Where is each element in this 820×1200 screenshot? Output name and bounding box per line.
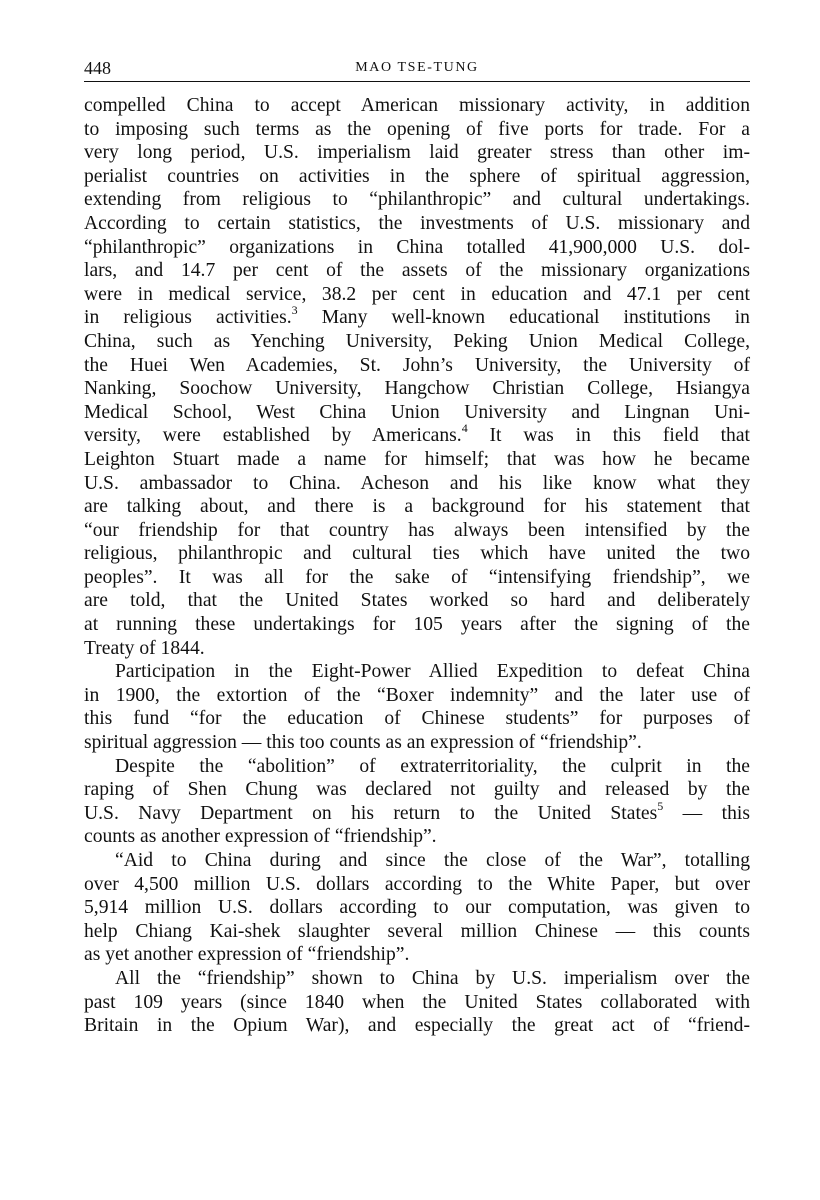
- text-segment: extending from religious to “philanthropic” and cultural undertakings.: [84, 189, 750, 211]
- text-line: [84, 377, 750, 401]
- text-segment: According to certain statistics, the investments of U.S. missionary and: [84, 212, 750, 234]
- text-line: [84, 495, 750, 519]
- text-segment: help Chiang Kai-shek slaughter several million Chinese — this counts: [84, 920, 750, 942]
- text-segment: U.S. Navy Department on his return to the United States: [84, 802, 658, 824]
- paragraph: [84, 755, 750, 849]
- text-line: [84, 873, 750, 897]
- text-segment: 5,914 million U.S. dollars according to our computation, was given to: [84, 897, 750, 919]
- text-segment: versity, were established by Americans.: [84, 425, 462, 447]
- text-line: [84, 401, 750, 425]
- page-number: 448: [84, 58, 111, 78]
- text-segment: spiritual aggression — this too counts as an expression of “friendship”.: [84, 732, 642, 754]
- text-line: [84, 684, 750, 708]
- text-line: [84, 236, 750, 260]
- text-line: [84, 212, 750, 236]
- text-segment: peoples”. It was all for the sake of “intensifying friendship”, we: [84, 566, 750, 588]
- paragraph: [84, 967, 750, 1038]
- text-segment: “our friendship for that country has always been intensified by the: [84, 519, 750, 541]
- text-line: [84, 660, 750, 684]
- text-line: [84, 920, 750, 944]
- text-line: [84, 798, 750, 826]
- text-line: [84, 472, 750, 496]
- text-line: [84, 283, 750, 307]
- text-line: [84, 303, 750, 330]
- text-segment: over 4,500 million U.S. dollars according to the White Paper, but over: [84, 873, 750, 895]
- text-segment: “philanthropic” organizations in China totalled 41,900,000 U.S. dol-: [84, 236, 750, 258]
- text-line: [84, 589, 750, 613]
- text-segment: past 109 years (since 1840 when the United States collaborated with: [84, 991, 750, 1013]
- running-head: MAO TSE-TUNG: [355, 60, 479, 75]
- text-segment: Participation in the Eight-Power Allied Expedition to defeat China: [115, 661, 750, 683]
- text-segment: the Huei Wen Academies, St. John’s University, the University of: [84, 354, 750, 376]
- text-segment: Despite the “abolition” of extraterritoriality, the culprit in the: [115, 755, 750, 777]
- text-line: [84, 118, 750, 142]
- text-segment: lars, and 14.7 per cent of the assets of the missionary organizations: [84, 260, 750, 282]
- paragraph: [84, 94, 750, 660]
- text-segment: Medical School, West China Union University and Lingnan Uni-: [84, 401, 750, 423]
- text-segment: are talking about, and there is a background for his statement that: [84, 496, 750, 518]
- header-rule: [84, 81, 750, 82]
- text-segment: Leighton Stuart made a name for himself; that was how he became: [84, 448, 750, 470]
- text-segment: compelled China to accept American missionary activity, in addition: [84, 95, 750, 116]
- page-header: [84, 56, 750, 84]
- text-line: [84, 778, 750, 802]
- text-line: [84, 896, 750, 920]
- text-line: [84, 707, 750, 731]
- text-segment: All the “friendship” shown to China by U.S. imperialism over the: [115, 967, 750, 989]
- text-segment: as yet another expression of “friendship”.: [84, 944, 410, 966]
- text-segment: at running these undertakings for 105 years after the signing of the: [84, 614, 750, 636]
- text-segment: religious, philanthropic and cultural ties which have united the two: [84, 543, 750, 565]
- text-line: [84, 825, 750, 849]
- text-line: [84, 849, 750, 873]
- text-segment: were in medical service, 38.2 per cent in education and 47.1 per cent: [84, 283, 750, 305]
- text-segment: very long period, U.S. imperialism laid greater stress than other im-: [84, 142, 750, 164]
- text-line: [84, 421, 750, 448]
- text-line: [84, 188, 750, 212]
- text-line: [84, 519, 750, 543]
- text-line: [84, 330, 750, 354]
- text-line: [84, 354, 750, 378]
- text-line: [84, 967, 750, 991]
- text-line: [84, 943, 750, 967]
- text-line: [84, 755, 750, 779]
- text-segment: perialist countries on activities in the sphere of spiritual aggression,: [84, 165, 750, 187]
- text-line: [84, 1014, 750, 1038]
- text-line: [84, 566, 750, 590]
- paragraph: [84, 660, 750, 754]
- text-segment: U.S. ambassador to China. Acheson and his like know what they: [84, 472, 750, 494]
- text-segment: in religious activities.: [84, 307, 292, 329]
- body-text: [84, 94, 750, 1038]
- text-line: [84, 731, 750, 755]
- text-segment: counts as another expression of “friendship”.: [84, 826, 437, 848]
- text-segment: — this: [663, 802, 750, 824]
- text-line: [84, 991, 750, 1015]
- text-line: [84, 141, 750, 165]
- text-segment: Nanking, Soochow University, Hangchow Christian College, Hsiangya: [84, 378, 750, 400]
- text-segment: Britain in the Opium War), and especially the great act of “friend-: [84, 1015, 750, 1037]
- text-line: [84, 94, 750, 118]
- text-segment: in 1900, the extortion of the “Boxer indemnity” and the later use of: [84, 684, 750, 706]
- text-segment: It was in this field that: [467, 425, 750, 447]
- text-segment: raping of Shen Chung was declared not guilty and released by the: [84, 779, 750, 801]
- text-line: [84, 613, 750, 637]
- text-segment: Treaty of 1844.: [84, 637, 205, 659]
- text-line: [84, 637, 750, 661]
- text-segment: China, such as Yenching University, Peking Union Medical College,: [84, 330, 750, 352]
- text-line: [84, 259, 750, 283]
- footnote-marker: 5: [657, 798, 664, 813]
- text-segment: “Aid to China during and since the close of the War”, totalling: [115, 850, 750, 871]
- text-line: [84, 165, 750, 189]
- text-segment: to imposing such terms as the opening of five ports for trade. For a: [84, 118, 750, 140]
- text-segment: this fund “for the education of Chinese students” for purposes of: [84, 708, 750, 730]
- footnote-marker: 4: [461, 421, 468, 436]
- text-segment: are told, that the United States worked so hard and deliberately: [84, 590, 750, 612]
- footnote-marker: 3: [291, 303, 298, 318]
- text-segment: Many well-known educational institutions in: [297, 307, 750, 329]
- text-line: [84, 542, 750, 566]
- text-line: [84, 448, 750, 472]
- paragraph: [84, 849, 750, 967]
